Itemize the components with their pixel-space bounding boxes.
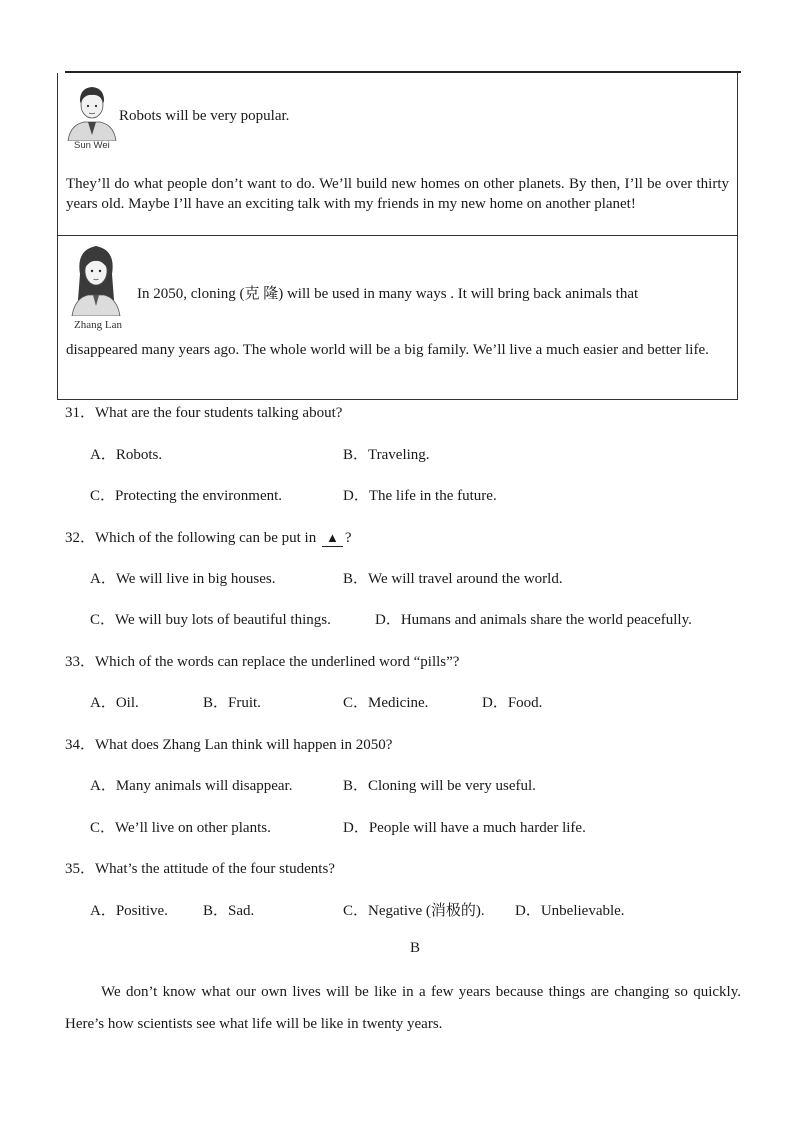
question-35-option-a: A．Positive. (90, 903, 168, 919)
student-box-zhang-lan (57, 235, 738, 400)
question-35-option-b: B．Sad. (203, 903, 255, 919)
question-35-option-d: D．Unbelievable. (515, 903, 625, 919)
sun-wei-name-caption: Sun Wei (74, 140, 110, 151)
question-33-stem: 33．Which of the words can replace the underlined word “pills”? (65, 654, 460, 670)
zhang-lan-lead-text: In 2050, cloning (克 隆) will be used in many ways . It will bring back animals that (137, 286, 639, 302)
zhang-lan-portrait (68, 240, 124, 316)
question-32-option-d: D．Humans and animals share the world peacefully. (375, 612, 692, 628)
question-32-stem (65, 526, 352, 547)
section-b-heading: B (409, 940, 420, 956)
student-box-sun-wei (57, 73, 738, 236)
question-31-option-c: C．Protecting the environment. (90, 488, 283, 504)
section-b-paragraph: We don’t know what our own lives will be like in a few years because things are changing so quickly. Here’s how scientists see what life will be like in twenty years. (65, 984, 741, 1032)
question-35-option-c: C．Negative (消极的). (343, 903, 485, 919)
question-31-option-d: D．The life in the future. (343, 488, 497, 504)
question-34-option-a: A．Many animals will disappear. (90, 778, 293, 794)
question-31-option-a: A．Robots. (90, 447, 163, 463)
question-33-option-a: A．Oil. (90, 695, 139, 711)
question-32-blank: ▲ (322, 530, 343, 547)
question-35-stem: 35．What’s the attitude of the four students? (65, 861, 335, 877)
question-34-option-b: B．Cloning will be very useful. (343, 778, 536, 794)
zhang-lan-paragraph: disappeared many years ago. The whole world will be a big family. We’ll live a much easier and better life. (66, 342, 709, 358)
question-31-stem: 31．What are the four students talking about? (65, 405, 343, 421)
question-34-option-d: D．People will have a much harder life. (343, 820, 586, 836)
question-33-option-d: D．Food. (482, 695, 543, 711)
question-34-option-c: C．We’ll live on other plants. (90, 820, 271, 836)
sun-wei-lead-text: Robots will be very popular. (119, 108, 290, 124)
question-32-option-b: B．We will travel around the world. (343, 571, 563, 587)
question-32-option-c: C．We will buy lots of beautiful things. (90, 612, 331, 628)
question-31-option-b: B．Traveling. (343, 447, 430, 463)
sun-wei-portrait (64, 79, 120, 141)
question-32-option-a: A．We will live in big houses. (90, 571, 276, 587)
question-33-option-c: C．Medicine. (343, 695, 429, 711)
question-32-stem-end: ? (344, 530, 352, 546)
question-32-stem-text: 32．Which of the following can be put in (65, 530, 317, 546)
question-33-option-b: B．Fruit. (203, 695, 261, 711)
zhang-lan-name-caption: Zhang Lan (74, 319, 122, 331)
sun-wei-paragraph: They’ll do what people don’t want to do. We’ll build new homes on other planets. By then, I’ll be over thirty years old. Maybe I’ll have an exciting talk with my friends in my new home on another planet! (66, 176, 729, 212)
question-34-stem: 34．What does Zhang Lan think will happen in 2050? (65, 737, 393, 753)
